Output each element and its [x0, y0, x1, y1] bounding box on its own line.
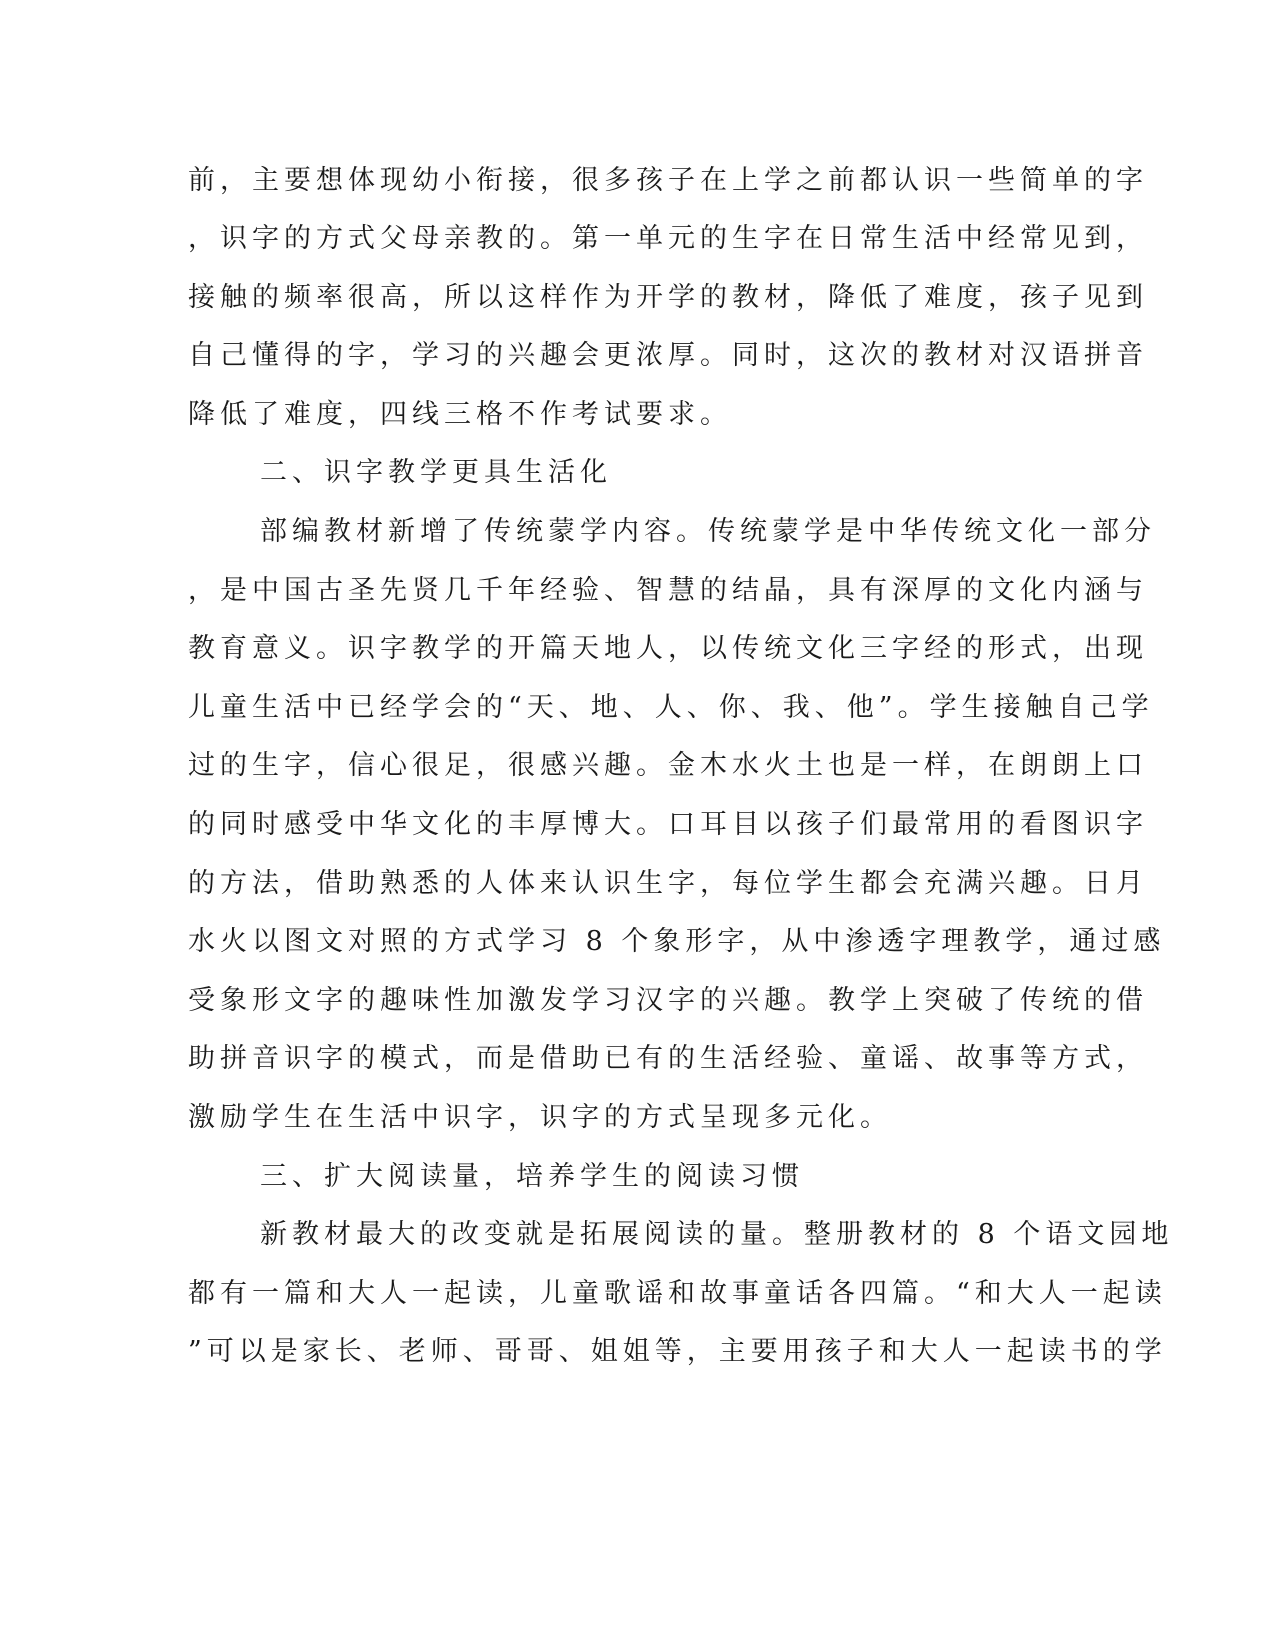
section-heading: 三、扩大阅读量，培养学生的阅读习惯	[260, 1161, 804, 1192]
text-line: 的方法，借助熟悉的人体来认识生字，每位学生都会充满兴趣。日月	[188, 868, 1148, 899]
text-line: 新教材最大的改变就是拓展阅读的量。整册教材的 8 个语文园地	[260, 1219, 1174, 1250]
text-line: 部编教材新增了传统蒙学内容。传统蒙学是中华传统文化一部分	[260, 516, 1156, 547]
text-line: 的同时感受中华文化的丰厚博大。口耳目以孩子们最常用的看图识字	[188, 809, 1148, 840]
text-line: 降低了难度，四线三格不作考试要求。	[188, 399, 732, 430]
text-line: 儿童生活中已经学会的“天、地、人、你、我、他”。学生接触自己学	[188, 692, 1154, 723]
text-line: 前，主要想体现幼小衔接，很多孩子在上学之前都认识一些简单的字	[188, 165, 1148, 196]
text-line: 接触的频率很高，所以这样作为开学的教材，降低了难度，孩子见到	[188, 282, 1148, 313]
section-heading: 二、识字教学更具生活化	[260, 457, 612, 488]
text-line: ”可以是家长、老师、哥哥、姐姐等，主要用孩子和大人一起读书的学	[188, 1336, 1167, 1367]
text-line: 受象形文字的趣味性加激发学习汉字的兴趣。教学上突破了传统的借	[188, 985, 1148, 1016]
text-line: 助拼音识字的模式，而是借助已有的生活经验、童谣、故事等方式，	[188, 1043, 1148, 1074]
text-line: 水火以图文对照的方式学习 8 个象形字，从中渗透字理教学，通过感	[188, 926, 1166, 957]
text-line: ，是中国古圣先贤几千年经验、智慧的结晶，具有深厚的文化内涵与	[188, 575, 1148, 606]
text-line: 过的生字，信心很足，很感兴趣。金木水火土也是一样，在朗朗上口	[188, 750, 1148, 781]
text-line: ，识字的方式父母亲教的。第一单元的生字在日常生活中经常见到，	[188, 223, 1148, 254]
text-line: 都有一篇和大人一起读，儿童歌谣和故事童话各四篇。“和大人一起读	[188, 1278, 1167, 1309]
text-line: 教育意义。识字教学的开篇天地人，以传统文化三字经的形式，出现	[188, 633, 1148, 664]
text-line: 自己懂得的字，学习的兴趣会更浓厚。同时，这次的教材对汉语拼音	[188, 340, 1148, 371]
text-line: 激励学生在生活中识字，识字的方式呈现多元化。	[188, 1102, 892, 1133]
